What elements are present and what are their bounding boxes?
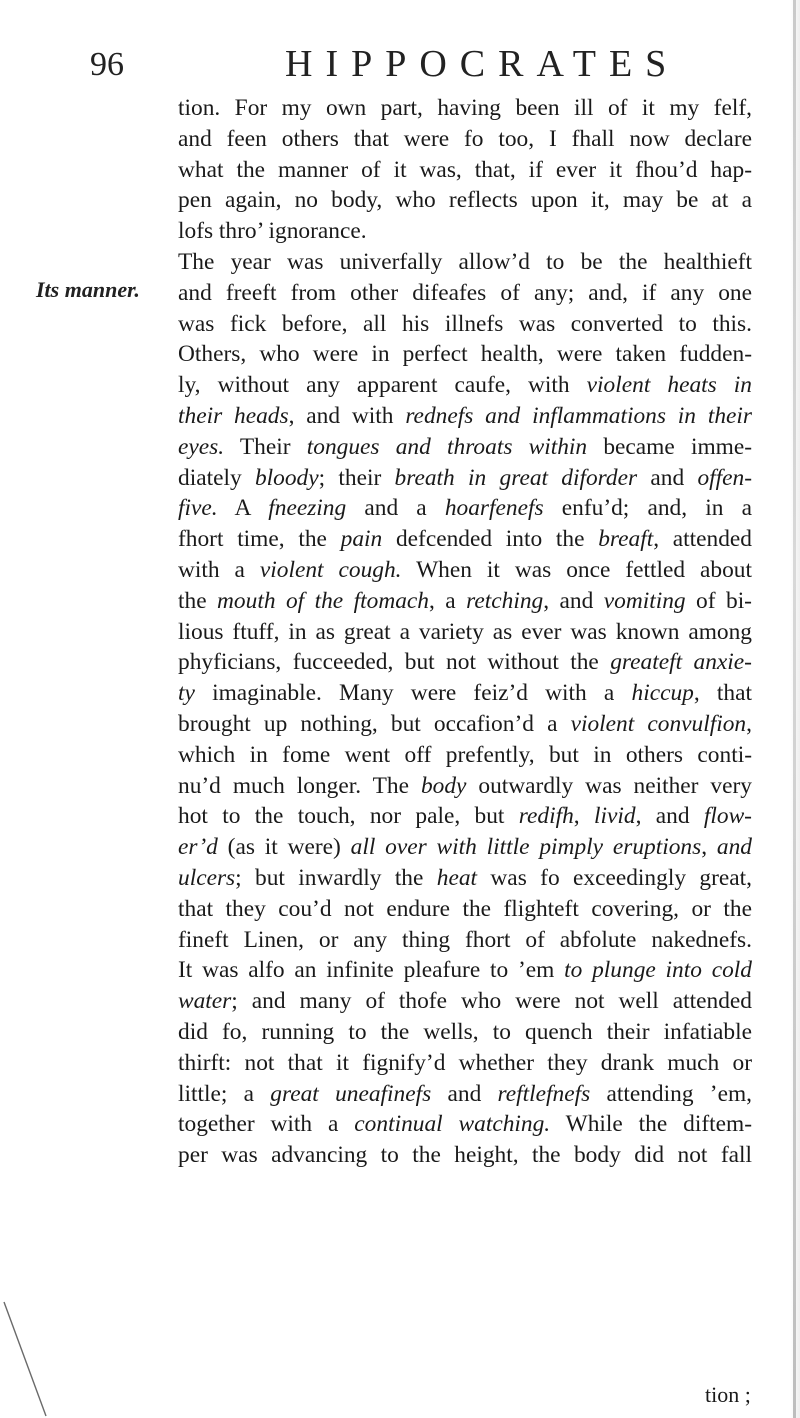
text-line xyxy=(178,93,752,124)
text-segment: ; but inwardly the xyxy=(235,864,437,891)
text-line xyxy=(178,647,752,678)
text-segment: which in fome went off prefently, but in others conti- xyxy=(178,741,752,768)
text-segment: per was advancing to the height, the body did not fall xyxy=(178,1142,752,1169)
text-line xyxy=(178,124,752,155)
text-segment: nu’d much longer. The xyxy=(178,772,421,799)
text-segment: was fick before, all his illnefs was converted to this. xyxy=(178,310,752,337)
italic-text: retching xyxy=(466,587,544,614)
italic-text: greateft anxie- xyxy=(610,649,752,676)
text-line xyxy=(178,493,752,524)
text-segment: lious ftuff, in as great a variety as ever was known among xyxy=(178,618,752,645)
text-segment: , xyxy=(701,834,717,861)
text-segment: , and xyxy=(635,803,704,830)
italic-text: all over with little pimply eruptions xyxy=(350,834,702,861)
text-segment: When it was once fettled about xyxy=(401,556,752,583)
page-number: 96 xyxy=(90,46,124,83)
text-segment: , xyxy=(573,803,594,830)
italic-text: violent convulfion xyxy=(570,710,747,737)
italic-text: eyes. xyxy=(178,433,225,460)
text-segment: lofs thro’ ignorance. xyxy=(178,218,367,245)
page-edge-line xyxy=(793,0,796,1418)
italic-text: flow- xyxy=(703,803,752,830)
text-segment: Others, who were in perfect health, were taken fudden- xyxy=(178,341,752,368)
text-segment: A xyxy=(217,495,269,522)
running-title: HIPPOCRATES xyxy=(285,43,680,85)
italic-text: violent heats in xyxy=(586,372,752,399)
text-segment: fineft Linen, or any thing fhort of abfolute nakednefs. xyxy=(178,926,752,953)
italic-text: mouth of the ftomach xyxy=(217,587,429,614)
text-segment: , that xyxy=(693,680,752,707)
italic-text: body xyxy=(420,772,467,799)
text-line xyxy=(178,1109,752,1140)
text-segment: ly, without any apparent caufe, with xyxy=(178,372,587,399)
text-segment: little; a xyxy=(178,1080,271,1107)
text-line xyxy=(178,155,752,186)
text-segment: phyficians, fucceeded, but not without the xyxy=(178,649,611,676)
catchword: tion ; xyxy=(705,1382,751,1407)
text-line xyxy=(178,863,752,894)
text-line xyxy=(178,555,752,586)
text-segment: brought up nothing, but occafion’d a xyxy=(178,710,571,737)
text-segment: and freeft from other difeafes of any; and, if any one xyxy=(178,279,752,306)
text-segment: imaginable. Many were feiz’d with a xyxy=(194,680,632,707)
italic-text: and xyxy=(716,834,752,861)
text-line xyxy=(178,986,752,1017)
italic-text: ty xyxy=(178,680,195,707)
text-line xyxy=(178,432,752,463)
italic-text: pain xyxy=(340,526,383,553)
italic-text: bloody xyxy=(254,464,319,491)
text-segment: , and xyxy=(543,587,604,614)
text-segment: , xyxy=(746,710,752,737)
italic-text: breath in great diforder xyxy=(394,464,638,491)
text-segment: It was alfo an infinite pleafure to ’em xyxy=(178,957,565,984)
text-segment: ; and many of thofe who were not well attended xyxy=(231,988,752,1015)
text-segment: defcended into the xyxy=(382,526,599,553)
text-line xyxy=(178,1048,752,1079)
text-line xyxy=(178,894,752,925)
italic-text: breaft xyxy=(598,526,654,553)
italic-text: their heads xyxy=(178,402,289,429)
text-line xyxy=(178,586,752,617)
text-segment: Their xyxy=(224,433,307,460)
text-line xyxy=(178,1017,752,1048)
italic-text: to plunge into cold xyxy=(564,957,752,984)
italic-text: hiccup xyxy=(631,680,694,707)
text-segment: hot to the touch, nor pale, but xyxy=(178,803,519,830)
italic-text: tongues and throats within xyxy=(306,433,588,460)
italic-text: livid xyxy=(594,803,636,830)
text-segment: (as it were) xyxy=(217,834,351,861)
text-segment: that they cou’d not endure the flighteft covering, or the xyxy=(178,895,752,922)
italic-text: er’d xyxy=(178,834,218,861)
text-line xyxy=(178,771,752,802)
body-text xyxy=(178,93,752,1171)
italic-text: hoarfenefs xyxy=(444,495,544,522)
text-segment: While the diftem- xyxy=(550,1111,752,1138)
text-line xyxy=(178,678,752,709)
text-line xyxy=(178,1079,752,1110)
text-segment: thirft: not that it fignify’d whether they drank much or xyxy=(178,1049,752,1076)
italic-text: continual watching. xyxy=(354,1111,551,1138)
text-segment: The year was univerfally allow’d to be the healthieft xyxy=(178,248,752,275)
italic-text: heat xyxy=(436,864,478,891)
text-line xyxy=(178,709,752,740)
text-line xyxy=(178,309,752,340)
italic-text: great uneafinefs xyxy=(270,1080,432,1107)
italic-text: vomiting xyxy=(603,587,686,614)
text-line xyxy=(178,339,752,370)
text-line xyxy=(178,617,752,648)
text-segment: , attended xyxy=(653,526,753,553)
text-segment: ; their xyxy=(318,464,395,491)
text-segment: the xyxy=(178,587,218,614)
italic-text: reftlefnefs xyxy=(497,1080,591,1107)
text-segment: diately xyxy=(178,464,255,491)
italic-text: rednefs and inflammations in their xyxy=(405,402,752,429)
text-segment: , and with xyxy=(288,402,406,429)
italic-text: ulcers xyxy=(178,864,236,891)
text-line xyxy=(178,401,752,432)
corner-stroke-mark xyxy=(0,1300,60,1418)
italic-text: violent cough. xyxy=(259,556,402,583)
text-line xyxy=(178,247,752,278)
italic-text: water xyxy=(178,988,232,1015)
text-line xyxy=(178,925,752,956)
text-segment: together with a xyxy=(178,1111,355,1138)
text-line xyxy=(178,524,752,555)
text-line xyxy=(178,955,752,986)
text-line xyxy=(178,1140,752,1171)
text-segment: and xyxy=(637,464,698,491)
text-segment: outwardly was neither very xyxy=(466,772,752,799)
text-segment: and feen others that were fo too, I fhall now declare xyxy=(178,125,752,152)
text-segment: was fo exceedingly great, xyxy=(477,864,752,891)
text-line xyxy=(178,185,752,216)
text-segment: became imme- xyxy=(587,433,753,460)
italic-text: redifh xyxy=(518,803,574,830)
text-segment: attending ’em, xyxy=(590,1080,752,1107)
text-segment: tion. For my own part, having been ill of it my felf, xyxy=(178,95,752,121)
text-segment: did fo, running to the wells, to quench their infatiable xyxy=(178,1018,752,1045)
italic-text: five. xyxy=(178,495,218,522)
text-segment: pen again, no body, who reflects upon it, may be at a xyxy=(178,187,752,214)
marginal-note: Its manner. xyxy=(36,277,140,302)
text-segment: of bi- xyxy=(685,587,752,614)
text-line xyxy=(178,216,752,247)
text-line xyxy=(178,801,752,832)
italic-text: fneezing xyxy=(268,495,347,522)
text-segment: and xyxy=(431,1080,498,1107)
italic-text: offen- xyxy=(697,464,753,491)
text-line xyxy=(178,832,752,863)
text-segment: and a xyxy=(346,495,445,522)
text-segment: with a xyxy=(178,556,260,583)
text-segment: what the manner of it was, that, if ever it fhou’d hap- xyxy=(178,156,752,183)
text-line xyxy=(178,370,752,401)
text-segment: enfu’d; and, in a xyxy=(543,495,752,522)
text-line xyxy=(178,740,752,771)
text-line xyxy=(178,463,752,494)
text-line xyxy=(178,278,752,309)
text-segment: , a xyxy=(428,587,467,614)
text-segment: fhort time, the xyxy=(178,526,341,553)
